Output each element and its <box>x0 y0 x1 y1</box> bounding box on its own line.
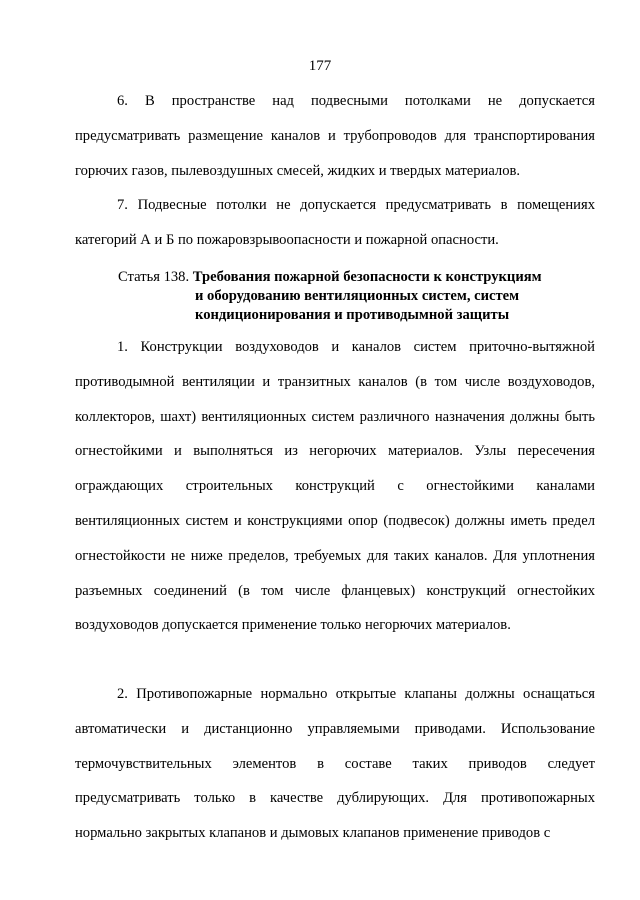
paragraph-item-1: 1. Конструкции воздуховодов и каналов систем приточно-вытяжной противодымной вентиляции и транзитных каналов (в том числе воздуховодов, коллекторов, шахт) вентиляционных систем различного назначения должны быть огнестойкими и выполняться из негорючих материалов. Узлы пересечения ограждающих строительных конструкций с огнестойкими каналами вентиляционных систем и конструкциями опор (подвесок) должны иметь предел огнестойкости не ниже пределов, требуемых для таких каналов. Для уплотнения разъемных соединений (в том числе фланцевых) конструкций огнестойких воздуховодов допускается применение только негорючих материалов. <box>75 339 595 634</box>
article-label: Статья 138. <box>118 269 190 285</box>
article-title-line-2: и оборудованию вентиляционных систем, систем <box>195 288 520 304</box>
page-number: 177 <box>308 58 332 74</box>
article-heading <box>118 268 598 325</box>
article-title-line-3: кондиционирования и противодымной защиты <box>195 307 510 323</box>
paragraph-item-6: 6. В пространстве над подвесными потолками не допускается предусматривать размещение каналов и трубопроводов для транспортирования горючих газов, пылевоздушных смесей, жидких и твердых материалов. <box>75 93 595 179</box>
paragraph-item-7: 7. Подвесные потолки не допускается предусматривать в помещениях категорий А и Б по пожаровзрывоопасности и пожарной опасности. <box>75 197 595 248</box>
paragraph-item-2: 2. Противопожарные нормально открытые клапаны должны оснащаться автоматически и дистанционно управляемыми приводами. Использование термочувствительных элементов в составе таких приводов следует предусматривать только в качестве дублирующих. Для противопожарных нормально закрытых клапанов и дымовых клапанов применение приводов с <box>75 686 595 842</box>
article-title-line-1: Требования пожарной безопасности к конструкциям <box>192 269 542 285</box>
